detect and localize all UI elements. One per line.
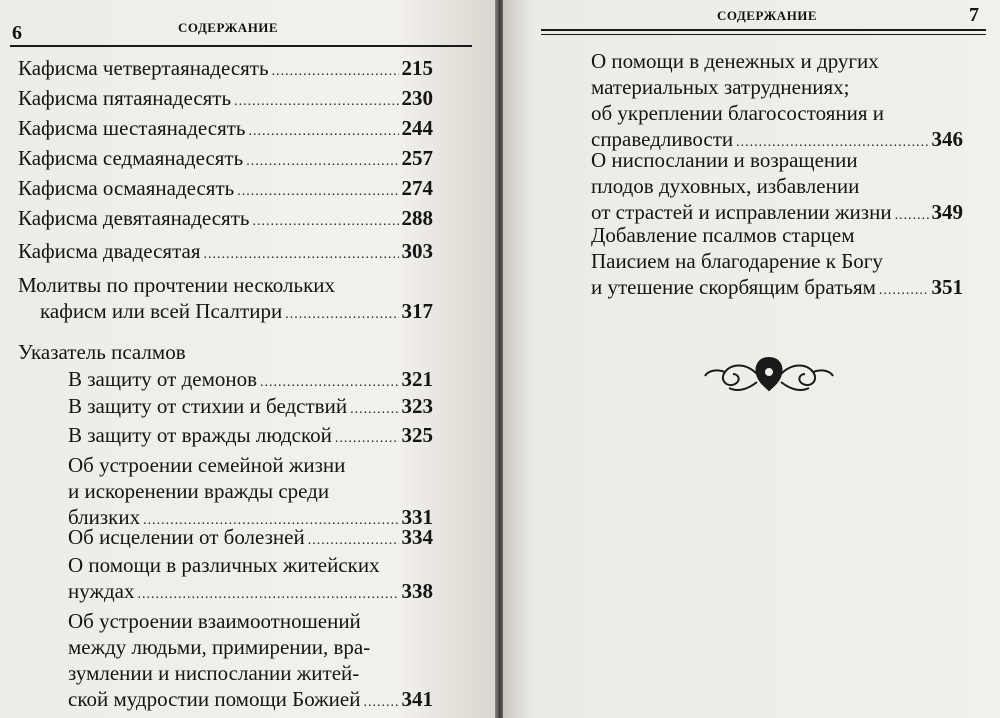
leader-dots xyxy=(249,119,399,145)
page-number-left: 6 xyxy=(12,22,22,44)
left-page xyxy=(0,0,497,718)
entry-label: Кафисма девятаянадесять xyxy=(18,206,250,230)
entry-page: 341 xyxy=(401,687,433,711)
leader-dots xyxy=(137,582,398,608)
toc-entry-finances[interactable] xyxy=(591,48,963,156)
entry-page: 325 xyxy=(401,423,433,447)
entry-label-line: близких xyxy=(68,505,141,529)
entry-label: Кафисма двадесятая xyxy=(18,239,201,263)
leader-dots xyxy=(285,302,398,328)
entry-label: Кафисма пятаянадесять xyxy=(18,86,232,110)
toc-entry-prayers[interactable] xyxy=(18,272,433,328)
entry-label-line: об укреплении благосостояния и xyxy=(591,101,884,125)
toc-entry-kathisma-17[interactable] xyxy=(18,145,433,175)
right-page xyxy=(503,0,1000,718)
entry-label-line: Об устроении взаимоотношений xyxy=(68,609,361,633)
decorative-ornament-icon xyxy=(701,352,837,396)
entry-label-line: и утешение скорбящим братьям xyxy=(591,275,876,299)
page-number-right: 7 xyxy=(969,4,979,26)
leader-dots xyxy=(350,397,398,423)
leader-dots xyxy=(272,59,399,85)
entry-label-line: кафисм или всей Псалтири xyxy=(40,299,283,323)
entry-label-line: Паисием на благодарение к Богу xyxy=(591,249,883,273)
header-rule-left xyxy=(10,45,472,47)
entry-page: 323 xyxy=(401,394,433,418)
entry-page: 257 xyxy=(401,146,433,170)
leader-dots xyxy=(363,690,398,716)
entry-page: 331 xyxy=(401,505,433,529)
entry-label-line: плодов духовных, избавлении xyxy=(591,174,860,198)
index-entry-elements[interactable] xyxy=(68,393,433,423)
entry-page: 334 xyxy=(401,525,433,549)
entry-label-line: Добавление псалмов старцем xyxy=(591,223,855,247)
entry-label-line: зумлении и ниспослании житей- xyxy=(68,661,360,685)
leader-dots xyxy=(879,278,929,304)
leader-dots xyxy=(204,242,399,268)
running-header-right: СОДЕРЖАНИЕ xyxy=(717,8,818,23)
toc-entry-kathisma-19[interactable] xyxy=(18,205,433,235)
entry-page: 346 xyxy=(931,127,963,151)
toc-entry-kathisma-15[interactable] xyxy=(18,85,433,115)
entry-label-line: О помощи в различных житейских xyxy=(68,553,380,577)
toc-entry-paisios-addition[interactable] xyxy=(591,222,963,304)
leader-dots xyxy=(252,209,398,235)
toc-entry-kathisma-16[interactable] xyxy=(18,115,433,145)
toc-entry-kathisma-20[interactable] xyxy=(18,238,433,268)
toc-entry-kathisma-14[interactable] xyxy=(18,55,433,85)
index-entry-enmity[interactable] xyxy=(68,422,433,452)
entry-label-line: и искоренении вражды среди xyxy=(68,479,330,503)
leader-dots xyxy=(246,149,398,175)
leader-dots xyxy=(234,89,398,115)
entry-page: 351 xyxy=(931,275,963,299)
entry-label-line: материальных затруднениях; xyxy=(591,75,850,99)
entry-label: Кафисма седмаянадесять xyxy=(18,146,244,170)
entry-label: В защиту от демонов xyxy=(68,367,258,391)
entry-label-line: между людьми, примирении, вра- xyxy=(68,635,371,659)
entry-label: Кафисма шестаянадесять xyxy=(18,116,246,140)
entry-label-line: от страстей и исправлении жизни xyxy=(591,200,892,224)
entry-label-line: ской мудростии помощи Божией xyxy=(68,687,361,711)
leader-dots xyxy=(237,179,398,205)
entry-label-line: справедливости xyxy=(591,127,734,151)
entry-page: 244 xyxy=(401,116,433,140)
toc-entry-spiritual-fruits[interactable] xyxy=(591,147,963,229)
entry-label: Кафисма четвертаянадесять xyxy=(18,56,269,80)
entry-page: 215 xyxy=(401,56,433,80)
entry-label-line: Об устроении семейной жизни xyxy=(68,453,346,477)
index-entry-family[interactable] xyxy=(68,452,433,534)
index-entry-healing[interactable] xyxy=(68,524,433,554)
entry-page: 317 xyxy=(401,299,433,323)
entry-page: 338 xyxy=(401,579,433,603)
entry-label-line: Молитвы по прочтении нескольких xyxy=(18,273,336,297)
index-entry-needs[interactable] xyxy=(68,552,433,608)
running-header-left: СОДЕРЖАНИЕ xyxy=(178,20,279,35)
index-entry-relationships[interactable] xyxy=(68,608,433,716)
header-rule-right-thin xyxy=(541,34,986,35)
header-rule-right xyxy=(541,29,986,31)
entry-label: В защиту от вражды людской xyxy=(68,423,332,447)
entry-page: 303 xyxy=(401,239,433,263)
toc-entry-kathisma-18[interactable] xyxy=(18,175,433,205)
entry-label: Кафисма осмаянадесять xyxy=(18,176,235,200)
entry-label: В защиту от стихии и бедствий xyxy=(68,394,348,418)
psalm-index-title: Указатель псалмов xyxy=(18,340,186,364)
entry-label-line: О ниспослании и возращении xyxy=(591,148,858,172)
leader-dots xyxy=(308,528,399,554)
entry-label: Об исцелении от болезней xyxy=(68,525,305,549)
entry-page: 349 xyxy=(931,200,963,224)
entry-label-line: нуждах xyxy=(68,579,135,603)
entry-page: 321 xyxy=(401,367,433,391)
index-entry-demons[interactable] xyxy=(68,366,433,396)
entry-label-line: О помощи в денежных и других xyxy=(591,49,879,73)
leader-dots xyxy=(335,426,399,452)
entry-page: 230 xyxy=(401,86,433,110)
entry-page: 274 xyxy=(401,176,433,200)
entry-page: 288 xyxy=(401,206,433,230)
